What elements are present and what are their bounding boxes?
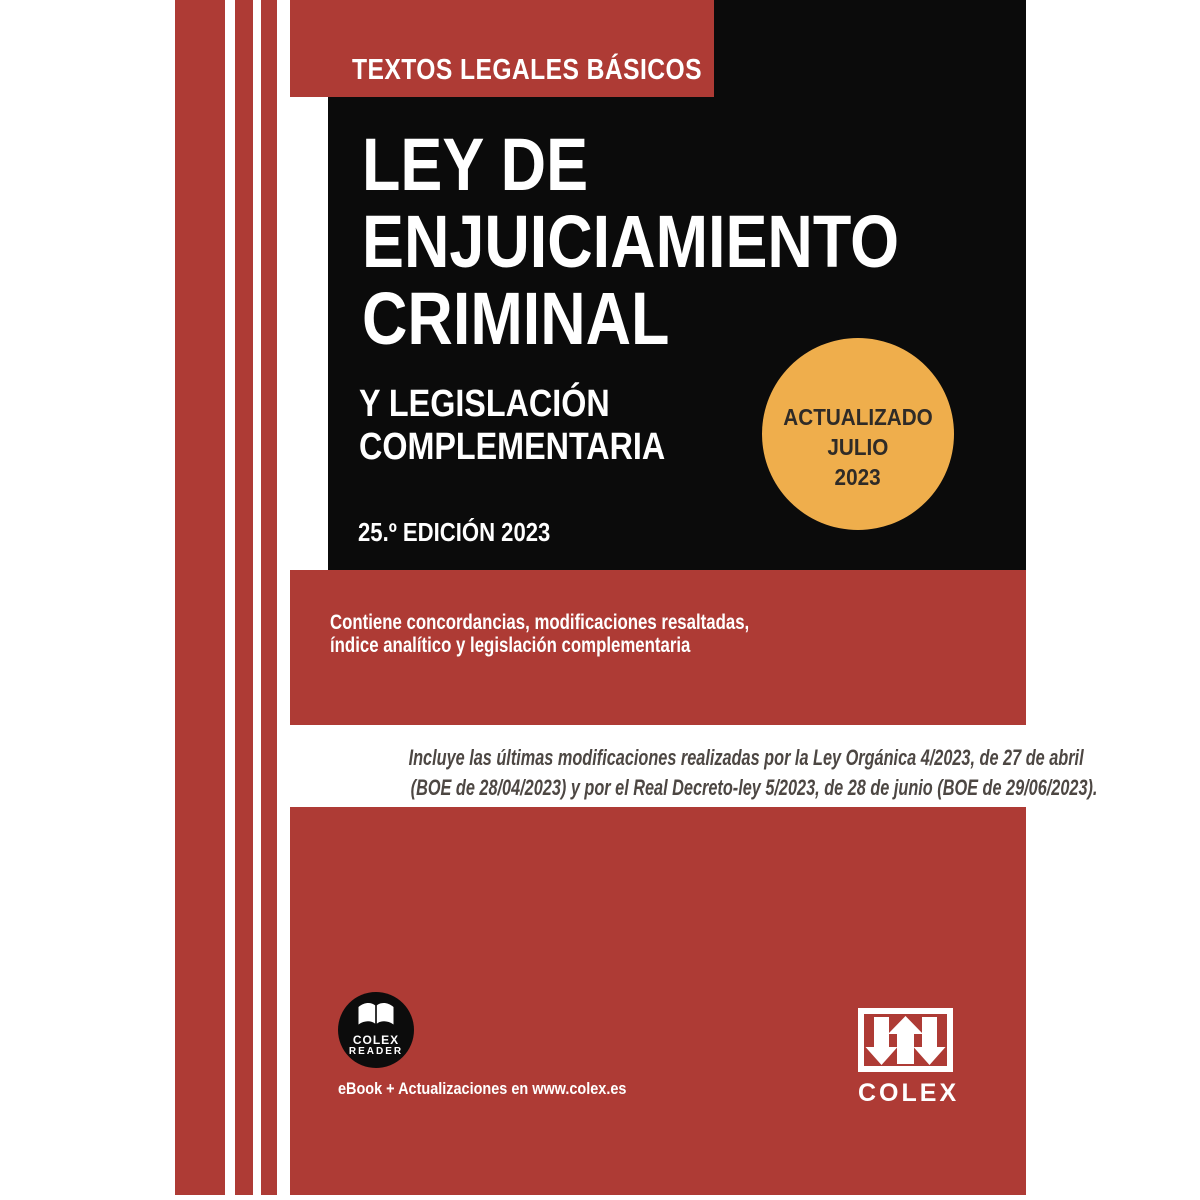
update-note-line-1: Incluye las últimas modificaciones realizadas por la Ley Orgánica 4/2023, de 27 de abril xyxy=(408,745,1084,770)
subtitle-line-2: COMPLEMENTARIA xyxy=(359,426,666,468)
spine-stripe-wide xyxy=(175,0,225,1195)
title-line-3: CRIMINAL xyxy=(362,277,670,360)
book-title xyxy=(362,123,994,360)
banner-black-corner xyxy=(714,0,1026,97)
features-block xyxy=(290,570,1026,725)
features-line-2: índice analítico y legislación complementaria xyxy=(330,634,691,657)
features-line-1: Contiene concordancias, modificaciones resaltadas, xyxy=(330,611,750,634)
update-badge xyxy=(762,338,954,530)
update-note-line-2: (BOE de 28/04/2023) y por el Real Decreto-ley 5/2023, de 28 de junio (BOE de 29/06/2023). xyxy=(410,775,1098,800)
badge-line-2: JULIO xyxy=(827,434,889,460)
update-note-band xyxy=(290,725,1200,807)
colex-arrows-icon xyxy=(858,1059,953,1076)
update-note xyxy=(290,743,1098,803)
title-line-1: LEY DE xyxy=(362,123,589,206)
title-line-2: ENJUICIAMIENTO xyxy=(362,200,900,283)
colex-reader-logo xyxy=(338,992,414,1068)
ebook-note-label: eBook + Actualizaciones en www.colex.es xyxy=(338,1079,627,1098)
reader-logo-colex-label: COLEX xyxy=(352,1033,400,1047)
reader-logo-reader-label: READER xyxy=(348,1046,404,1057)
book-subtitle xyxy=(359,383,719,469)
spine-stripe-medium xyxy=(235,0,253,1195)
bottom-section xyxy=(290,807,1026,1195)
spine-stripe-thin xyxy=(261,0,277,1195)
series-banner xyxy=(290,0,714,97)
publisher-logo xyxy=(858,1008,960,1107)
title-panel xyxy=(328,97,1026,570)
series-banner-label: TEXTOS LEGALES BÁSICOS xyxy=(352,54,702,86)
badge-line-1: ACTUALIZADO xyxy=(783,404,933,430)
edition-label: 25.º EDICIÓN 2023 xyxy=(358,517,551,547)
open-book-icon xyxy=(356,1001,396,1033)
features-text xyxy=(330,611,854,657)
badge-line-3: 2023 xyxy=(834,464,882,490)
publisher-name-label: COLEX xyxy=(858,1079,960,1107)
subtitle-line-1: Y LEGISLACIÓN xyxy=(359,383,610,425)
